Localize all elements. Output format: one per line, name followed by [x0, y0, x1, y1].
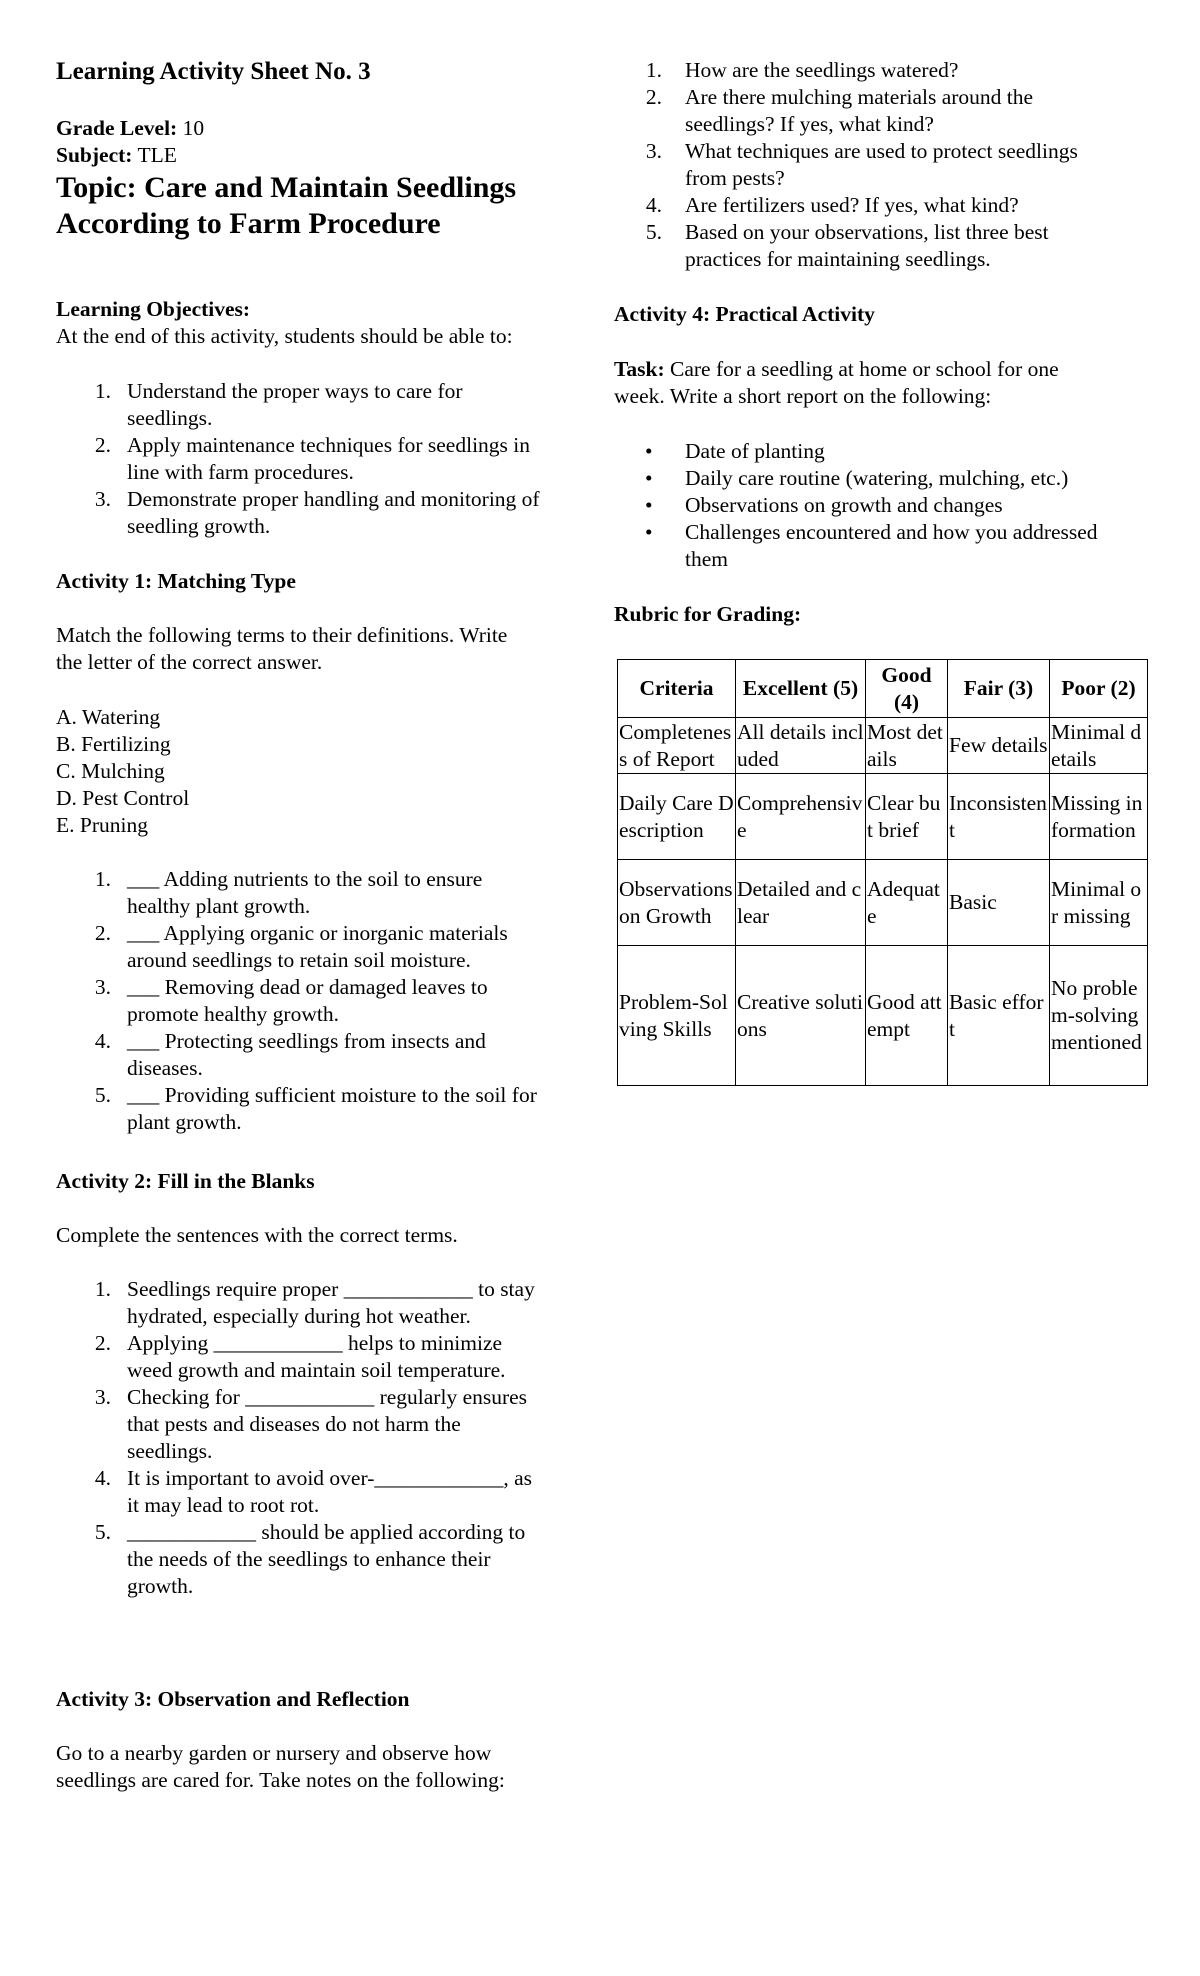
table-row: [618, 860, 1148, 946]
rubric-cell: Adequate: [866, 860, 948, 946]
activity4-bullets: [614, 438, 1154, 573]
activity3-items: [614, 57, 1154, 273]
rubric-cell: Problem-Solving Skills: [618, 946, 736, 1086]
rubric-cell: Missing information: [1050, 774, 1148, 860]
list-item: • Challenges encountered and how you addressed them: [645, 520, 1098, 571]
table-row: [618, 774, 1148, 860]
grade-value: 10: [182, 116, 205, 140]
rubric-header: Poor (2): [1050, 660, 1148, 718]
list-item: • Daily care routine (watering, mulching, etc.): [645, 466, 1069, 490]
list-item: 3. ___ Removing dead or damaged leaves to promote healthy growth.: [94, 975, 488, 1026]
list-item: 5. ____________ should be applied according to the needs of the seedlings to enhance their growth.: [94, 1520, 526, 1598]
topic-line-1: Topic: Care and Maintain Seedlings: [56, 171, 517, 204]
rubric-cell: Detailed and clear: [736, 860, 866, 946]
option-item: E. Pruning: [56, 813, 148, 837]
rubric-cell: Observations on Growth: [618, 860, 736, 946]
activity3-instructions: Go to a nearby garden or nursery and observe how seedlings are cared for. Take notes on the following:: [56, 1741, 505, 1792]
subject-label: Subject:: [56, 143, 133, 167]
grade-label: Grade Level:: [56, 116, 178, 140]
list-item: 4. Are fertilizers used? If yes, what kind?: [645, 193, 1019, 217]
rubric-cell: No problem-solving mentioned: [1050, 946, 1148, 1086]
activity3-heading: Activity 3: Observation and Reflection: [56, 1687, 410, 1711]
rubric-table: [617, 659, 1148, 1086]
rubric-cell: Few details: [948, 718, 1050, 774]
rubric-cell: Comprehensive: [736, 774, 866, 860]
list-item: 3. What techniques are used to protect seedlings from pests?: [645, 139, 1078, 190]
list-item: 1. Seedlings require proper ____________ to stay hydrated, especially during hot weather.: [94, 1277, 535, 1328]
list-item: 4. It is important to avoid over-____________, as it may lead to root rot.: [94, 1466, 533, 1517]
activity1-heading: Activity 1: Matching Type: [56, 569, 296, 593]
option-item: C. Mulching: [56, 759, 165, 783]
option-item: D. Pest Control: [56, 786, 190, 810]
list-item: 4. ___ Protecting seedlings from insects and diseases.: [94, 1029, 486, 1080]
rubric-cell: Good attempt: [866, 946, 948, 1086]
option-item: B. Fertilizing: [56, 732, 171, 756]
rubric-cell: Daily Care Description: [618, 774, 736, 860]
rubric-header: Good (4): [866, 660, 948, 718]
activity1-instructions: Match the following terms to their definitions. Write the letter of the correct answer.: [56, 623, 508, 674]
list-item: • Date of planting: [645, 439, 825, 463]
sheet-title: Learning Activity Sheet No. 3: [56, 58, 371, 85]
list-item: 2. Apply maintenance techniques for seedlings in line with farm procedures.: [94, 433, 531, 484]
rubric-cell: Creative solutions: [736, 946, 866, 1086]
subject: [56, 142, 177, 169]
subject-value: TLE: [137, 143, 177, 167]
activity2-items: [56, 1276, 596, 1600]
rubric-cell: Minimal or missing: [1050, 860, 1148, 946]
option-item: A. Watering: [56, 705, 161, 729]
table-row: [618, 660, 1148, 718]
grade-level: [56, 115, 204, 142]
activity2-instructions: Complete the sentences with the correct terms.: [56, 1223, 458, 1247]
objectives-heading: Learning Objectives:: [56, 297, 251, 321]
rubric-cell: Inconsistent: [948, 774, 1050, 860]
list-item: 2. Are there mulching materials around the seedlings? If yes, what kind?: [645, 85, 1034, 136]
list-item: 2. ___ Applying organic or inorganic materials around seedlings to retain soil moisture.: [94, 921, 508, 972]
rubric-cell: Most details: [866, 718, 948, 774]
task-label: Task:: [614, 357, 665, 381]
activity4-task: Task: Care for a seedling at home or school for one week. Write a short report on the following:: [614, 357, 1059, 408]
activity1-options: [56, 704, 189, 839]
activity2-heading: Activity 2: Fill in the Blanks: [56, 1169, 315, 1193]
rubric-cell: Clear but brief: [866, 774, 948, 860]
activity1-items: [56, 866, 596, 1136]
rubric-cell: Basic effort: [948, 946, 1050, 1086]
list-item: 5. Based on your observations, list three best practices for maintaining seedlings.: [645, 220, 1049, 271]
rubric-header: Criteria: [618, 660, 736, 718]
list-item: 3. Demonstrate proper handling and monitoring of seedling growth.: [94, 487, 540, 538]
table-row: [618, 946, 1148, 1086]
activity4-heading: Activity 4: Practical Activity: [614, 302, 875, 326]
rubric-header: Excellent (5): [736, 660, 866, 718]
rubric-heading: Rubric for Grading:: [614, 602, 802, 626]
list-item: 5. ___ Providing sufficient moisture to the soil for plant growth.: [94, 1083, 537, 1134]
table-row: [618, 718, 1148, 774]
list-item: 2. Applying ____________ helps to minimize weed growth and maintain soil temperature.: [94, 1331, 506, 1382]
list-item: 1. ___ Adding nutrients to the soil to ensure healthy plant growth.: [94, 867, 483, 918]
list-item: 3. Checking for ____________ regularly ensures that pests and diseases do not harm the seedlings.: [94, 1385, 528, 1463]
list-item: • Observations on growth and changes: [645, 493, 1003, 517]
rubric-cell: Completeness of Report: [618, 718, 736, 774]
rubric-cell: Basic: [948, 860, 1050, 946]
list-item: 1. How are the seedlings watered?: [645, 58, 959, 82]
objectives-list: [56, 378, 596, 540]
list-item: 1. Understand the proper ways to care for seedlings.: [94, 379, 463, 430]
rubric-header: Fair (3): [948, 660, 1050, 718]
topic-line-2: According to Farm Procedure: [56, 207, 441, 240]
rubric-cell: Minimal details: [1050, 718, 1148, 774]
rubric-cell: All details included: [736, 718, 866, 774]
objectives-intro: At the end of this activity, students should be able to:: [56, 324, 513, 348]
